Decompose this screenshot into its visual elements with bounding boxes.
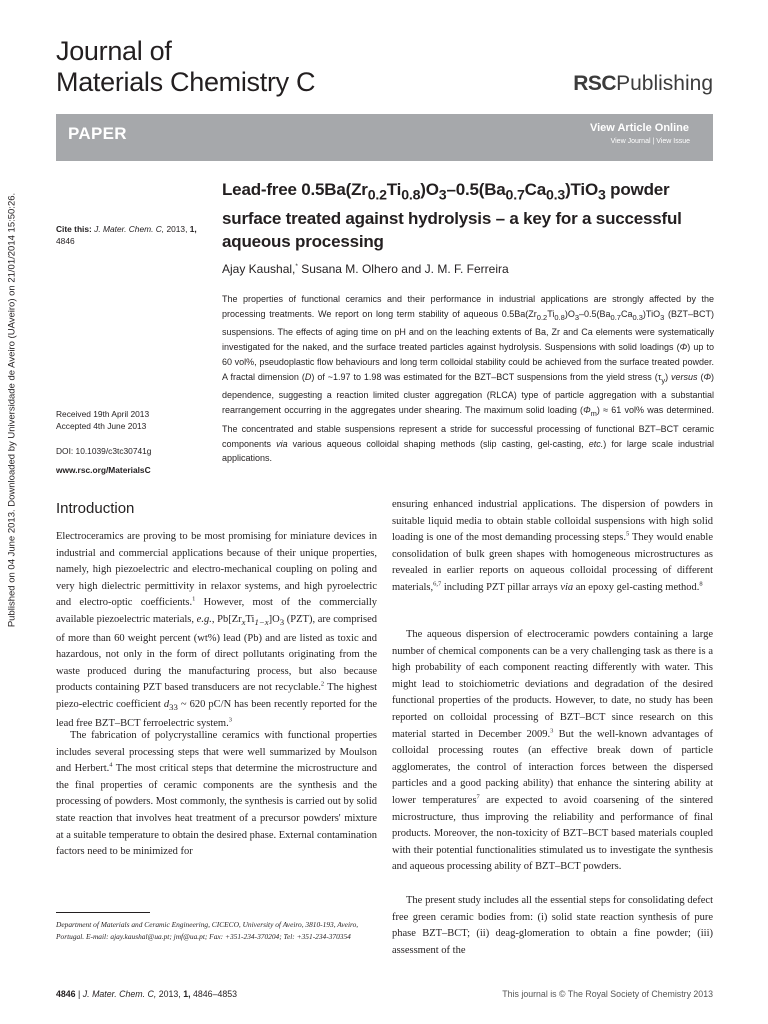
view-issue-link[interactable]: View Issue: [656, 138, 690, 145]
footer-volume: 1,: [183, 989, 191, 999]
view-article-online-link[interactable]: View Article Online: [589, 122, 689, 134]
copyright-notice: This journal is © The Royal Society of Chemistry 2013: [502, 989, 713, 999]
page-number: 4846: [56, 989, 76, 999]
logo-publishing: Publishing: [616, 72, 713, 95]
logo-rsc: RSC: [573, 72, 617, 95]
article-title: Lead-free $0.5Ba(Zr_{0.2}Ti_{0.8})O_3-0.5(Ba_{0.7}Ca_{0.3})TiO_3$ powder surface treated against hydrolysis – a key for a successful aqueous processing: [222, 180, 682, 252]
footnote-divider: [56, 912, 150, 913]
view-links-separator: |: [652, 138, 655, 145]
download-notice: [0, 180, 24, 640]
cite-journal: J. Mater. Chem. C,: [94, 224, 165, 234]
download-notice-text: Published on 04 June 2013. Downloaded by Universidade de Aveiro (UAveiro) on 21/01/2014 15:50:26.: [6, 192, 18, 628]
journal-title: [56, 36, 315, 98]
intro-paragraph-5: The present study includes all the essential steps for consolidating defect free green ceramic bodies from: (i) solid state reaction synthesis of pure phase BZT–BCT; (ii) deag-glomeration to obtain a fine powder; (iii) assessment of the: [392, 895, 713, 956]
rsc-publishing-logo: [573, 72, 713, 96]
footer-year: 2013,: [158, 989, 181, 999]
intro-paragraph-3: ensuring enhanced industrial applications. The dispersion of powders in suitable liquid media to obtain stable colloidal suspensions with high solid loading is one of the most demanding processing steps.$^5$ They would enable consolidation of bulk green shapes with homogeneous microstructures as revealed in earlier reports on aqueous colloidal processing of different materials,$^{6,7}$ including PZT pillar arrays via an epoxy gel-casting method.$^8$: [392, 499, 713, 593]
section-heading-introduction: Introduction: [56, 500, 135, 517]
intro-paragraph-1: Electroceramics are proving to be most promising for miniature devices in industrial and commercial applications because of their unique properties, namely, high piezoelectric and electro-mechanical coupling on poling and very high dielectric permittivity in relaxor systems, and high pyroelectric and electro-optic coefficients.$^1$ However, most of the commercially available piezoelectric materials, e.g., $Pb[Zr_xTi_{1-x}]O_3$ (PZT), are comprised of more than 60 weight percent (wt%) lead (Pb) and are listed as toxic and hazardous, not only in the form of direct pollutants originating from the waste produced during the manufacturing process, but also because products containing PZT based transducers are not recyclable.$^2$ The highest piezo-electric coefficient $d_{33}$ ~ 620 pC/N has been recently reported for the lead free BZT–BCT ferroelectric system.$^3$: [56, 531, 377, 729]
doi[interactable]: DOI: 10.1039/c3tc30741g: [56, 446, 152, 456]
cite-year: 2013,: [166, 224, 188, 234]
corresponding-author-mark: *: [295, 263, 298, 270]
citation-block: [56, 223, 206, 247]
accepted-date: Accepted 4th June 2013: [56, 421, 147, 431]
journal-title-line-1: Journal of: [56, 36, 172, 66]
cite-page: 4846: [56, 236, 75, 246]
cite-volume: 1,: [189, 224, 197, 234]
abstract: The properties of functional ceramics and their performance in industrial applications are strongly affected by the processing treatments. We report on long term stability of aqueous $0.5Ba(Zr_{0.2}Ti_{0.8})O_3-0.5(Ba_{0.7}Ca_{0.3})TiO_3$ (BZT–BCT) suspensions. The effects of aging time on pH and on the leaching extents of Ba, Zr and Ca elements were systematically investigated for the naked, and the surface treated particles against hydrolysis. Suspensions with solid loadings (Φ) up to 60 vol%, pseudoplastic flow behaviours and long term colloidal stability could be achieved from the surface treated powder. A fractal dimension (D) of ~1.97 to 1.98 was estimated for the BZT–BCT suspensions from the yield stress $(\tau_y)$ versus (Φ) dependence, suggesting a reaction limited cluster aggregation (RLCA) type of particle aggregation with a substantial rearrangement occurring in the aggregates under shearing. The maximum solid loading $(\Phi_m) \approx 61$ vol% was determined. The concentrated and stable suspensions represent a stride for successful processing of functional BZT–BCT ceramic components via various aqueous colloidal shaping methods (slip casting, gel-casting, etc.) for large scale industrial applications.: [222, 294, 715, 464]
received-date: Received 19th April 2013: [56, 409, 150, 419]
view-links: [611, 138, 690, 145]
author-list: Ajay Kaushal,* Susana M. Olhero and J. M. F. Ferreira: [222, 262, 509, 276]
footer-pages: 4846–4853: [193, 989, 238, 999]
article-type-label: PAPER: [68, 124, 127, 143]
footer-journal: J. Mater. Chem. C,: [82, 989, 157, 999]
page-footer-citation: [56, 989, 237, 999]
cite-label: Cite this:: [56, 224, 92, 234]
journal-website-link[interactable]: www.rsc.org/MaterialsC: [56, 465, 151, 475]
journal-title-line-2: Materials Chemistry C: [56, 67, 316, 97]
article-type-banner: [56, 114, 713, 161]
article-dates: [56, 408, 149, 432]
view-journal-link[interactable]: View Journal: [610, 138, 651, 145]
author-affiliation: Department of Materials and Ceramic Engineering, CICECO, University of Aveiro, 3810-193, Aveiro, Portugal. E-mail: ajay.kaushal@ua.pt; jmf@ua.pt; Fax: +351-234-370204; Tel: +351-234-370354: [56, 920, 359, 942]
footer-separator: |: [78, 989, 81, 999]
intro-paragraph-2: The fabrication of polycrystalline ceramics with functional properties includes several processing steps that were well summarized by Moulson and Herbert.$^4$ The most critical steps that determine the microstructure and the final properties of ceramic components are the synthesis and the processing of powders. Most commonly, the synthesis is carried out by solid state reaction that involves heat treatment of a precursor powders' mixture at a suitable temperature to obtain the desired phase. External contamination factors need to be minimized for: [56, 730, 378, 858]
intro-paragraph-4: The aqueous dispersion of electroceramic powders containing a large number of chemical components can be a very challenging task as there is a high probability of each component reacting differently with water. This might lead to stoichiometric deviations and degradation of the desired functional properties of the products. However, to date, no study has been reported on colloidal processing of BZT–BCT since research on this material started in December 2009.$^3$ But the well-known advantages of colloidal processing routes (an effective break down of particle agglomerates, the control of interaction forces between the dispersed particles and a good packing ability) that enhance the sintering ability at lower temperatures$^7$ are expected to avoid coarsening of the sintered microstructure, thus improving the reliability and performance of final products. Moreover, the non-toxicity of BZT–BCT based materials coupled with their potential functionalities stimulated us to investigate the synthesis and aqueous processing ability of BZT–BCT powders.: [392, 629, 713, 873]
